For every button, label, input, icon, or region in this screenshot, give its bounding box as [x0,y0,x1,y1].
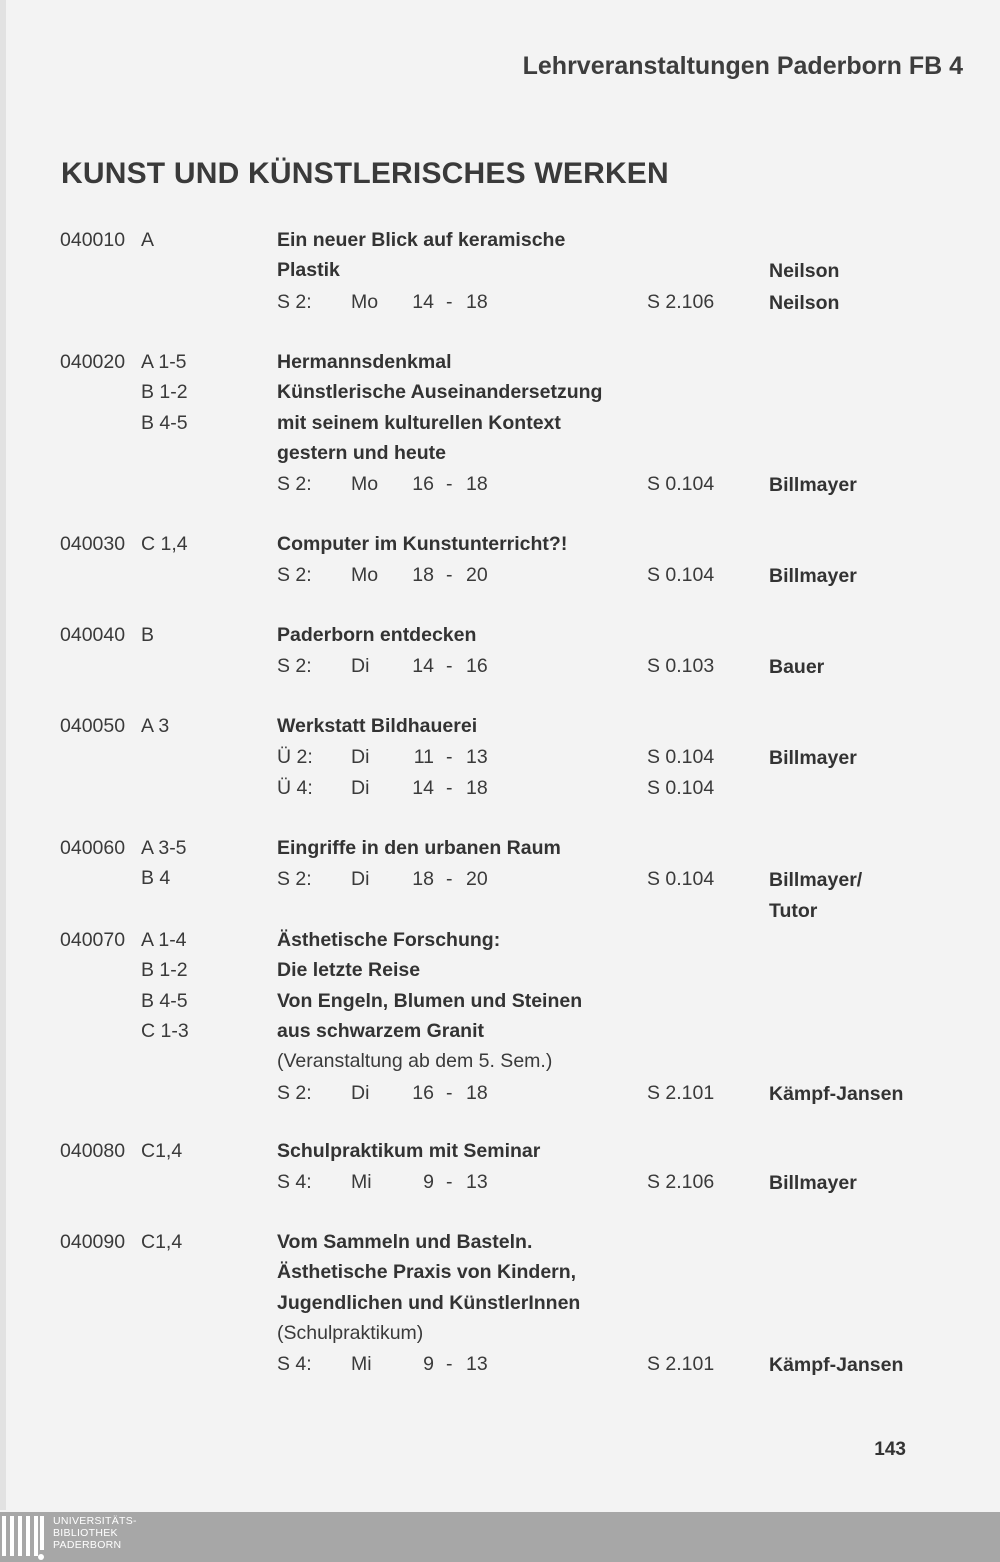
course-category: C1,4 [141,1140,183,1162]
library-logo-dot [38,1554,44,1560]
session-end-time: 18 [466,290,488,313]
session-end-time: 13 [466,1171,488,1194]
running-head: Lehrveranstaltungen Paderborn FB 4 [522,52,963,80]
course-category: B 4-5 [141,411,188,434]
course-title-line: Vom Sammeln und Basteln. [277,1231,533,1253]
session-time-separator: - [446,746,453,769]
course-title-line: Von Engeln, Blumen und Steinen [277,989,583,1012]
course-category: B 1-2 [141,381,188,404]
session-day: Di [351,1081,370,1104]
session-time-separator: - [446,776,453,799]
library-logo-line: BIBLIOTHEK [53,1527,118,1539]
session-lecturer: Billmayer [769,747,857,770]
session-day: Di [351,655,370,678]
session-start-time: 16 [412,1081,434,1104]
course-title-line: mit seinem kulturellen Kontext [277,411,561,434]
session-end-time: 18 [466,473,488,496]
course-category: C 1-3 [141,1019,189,1042]
course-number: 040040 [60,624,126,646]
session-room: S 0.104 [647,746,715,769]
library-logo-text [53,1515,137,1551]
session-day: Mi [351,1353,372,1376]
session-end-time: 13 [466,746,488,769]
session-start-time: 14 [412,776,434,799]
session-day: Di [351,868,370,891]
course-title-line: Ästhetische Praxis von Kindern, [277,1261,577,1284]
course-title-line: Hermannsdenkmal [277,351,452,373]
session-room: S 0.103 [647,655,715,678]
course-category: C 1,4 [141,533,188,555]
session-day: Di [351,746,370,769]
course-category: A 3 [141,715,170,737]
session-time-separator: - [446,1353,453,1376]
session-room: S 0.104 [647,473,715,496]
course-title-line: aus schwarzem Granit [277,1019,484,1042]
session-day: Mi [351,1171,372,1194]
course-lecturer: Neilson [769,260,840,283]
session-time-separator: - [446,1081,453,1104]
course-title-line: Die letzte Reise [277,959,421,982]
session-time-separator: - [446,290,453,313]
course-title-line: Paderborn entdecken [277,624,477,646]
session-lecturer: Neilson [769,291,840,314]
course-title-line: Jugendlichen und KünstlerInnen [277,1291,581,1314]
session-start-time: 9 [423,1353,434,1376]
session-room: S 2.106 [647,1171,715,1194]
session-time-separator: - [446,473,453,496]
course-number: 040020 [60,351,126,373]
course-note: (Schulpraktikum) [277,1321,424,1344]
course-category: B [141,624,155,646]
library-logo-line: UNIVERSITÄTS- [53,1515,137,1527]
session-room: S 0.104 [647,776,715,799]
session-room: S 2.101 [647,1353,715,1376]
session-day: Di [351,776,370,799]
session-lecturer: Billmayer/ [769,869,863,892]
session-day: Mo [351,473,379,496]
course-title-line: Eingriffe in den urbanen Raum [277,837,561,859]
course-number: 040050 [60,715,126,737]
course-title-line: Werkstatt Bildhauerei [277,715,478,737]
page-number: 143 [874,1439,906,1460]
session-room: S 0.104 [647,564,715,587]
session-lecturer: Kämpf-Jansen [769,1082,904,1105]
course-number: 040070 [60,929,126,951]
page-edge [0,0,6,1510]
course-title-line: gestern und heute [277,441,447,464]
course-note: (Veranstaltung ab dem 5. Sem.) [277,1050,553,1073]
library-logo-line: PADERBORN [53,1539,122,1551]
session-start-time: 14 [412,290,434,313]
course-number: 040010 [60,229,126,251]
session-end-time: 18 [466,776,488,799]
session-end-time: 20 [466,868,488,891]
session-lecturer: Kämpf-Jansen [769,1354,904,1377]
session-time-separator: - [446,564,453,587]
session-type: S 2: [277,564,312,587]
course-category: A 1-5 [141,351,187,373]
course-category: A 1-4 [141,929,187,951]
session-type: S 2: [277,1081,312,1104]
course-number: 040090 [60,1231,126,1253]
course-number: 040030 [60,533,126,555]
session-lecturer: Billmayer [769,1172,857,1195]
session-type: S 4: [277,1353,312,1376]
session-start-time: 18 [412,564,434,587]
course-category: B 4-5 [141,989,188,1012]
session-start-time: 18 [412,868,434,891]
course-category: A 3-5 [141,837,187,859]
course-title-line: Ein neuer Blick auf keramische [277,229,566,251]
session-room: S 2.101 [647,1081,715,1104]
course-title-line: Computer im Kunstunterricht?! [277,533,568,555]
session-time-separator: - [446,1171,453,1194]
session-lecturer-continuation: Tutor [769,899,818,922]
session-type: S 2: [277,868,312,891]
course-title-line: Künstlerische Auseinandersetzung [277,381,603,404]
course-number: 040060 [60,837,126,859]
session-type: S 2: [277,473,312,496]
session-day: Mo [351,564,379,587]
session-end-time: 16 [466,655,488,678]
session-lecturer: Bauer [769,656,825,679]
session-end-time: 13 [466,1353,488,1376]
session-type: Ü 2: [277,746,313,769]
session-start-time: 14 [412,655,434,678]
course-number: 040080 [60,1140,126,1162]
course-title-line: Ästhetische Forschung: [277,929,501,951]
session-end-time: 18 [466,1081,488,1104]
session-day: Mo [351,290,379,313]
session-lecturer: Billmayer [769,474,857,497]
course-category: A [141,229,155,251]
course-category: C1,4 [141,1231,183,1253]
session-type: Ü 4: [277,776,313,799]
session-room: S 0.104 [647,868,715,891]
section-title: KUNST UND KÜNSTLERISCHES WERKEN [61,157,669,190]
session-time-separator: - [446,868,453,891]
course-category: B 4 [141,867,171,890]
course-category: B 1-2 [141,959,188,982]
session-time-separator: - [446,655,453,678]
session-type: S 2: [277,655,312,678]
session-end-time: 20 [466,564,488,587]
session-lecturer: Billmayer [769,565,857,588]
session-start-time: 11 [413,746,434,769]
library-footer-bar [0,1512,1000,1562]
session-start-time: 16 [412,473,434,496]
session-room: S 2.106 [647,290,715,313]
session-start-time: 9 [423,1171,434,1194]
course-title-line: Plastik [277,259,340,282]
session-type: S 2: [277,290,312,313]
session-type: S 4: [277,1171,312,1194]
course-title-line: Schulpraktikum mit Seminar [277,1140,541,1162]
